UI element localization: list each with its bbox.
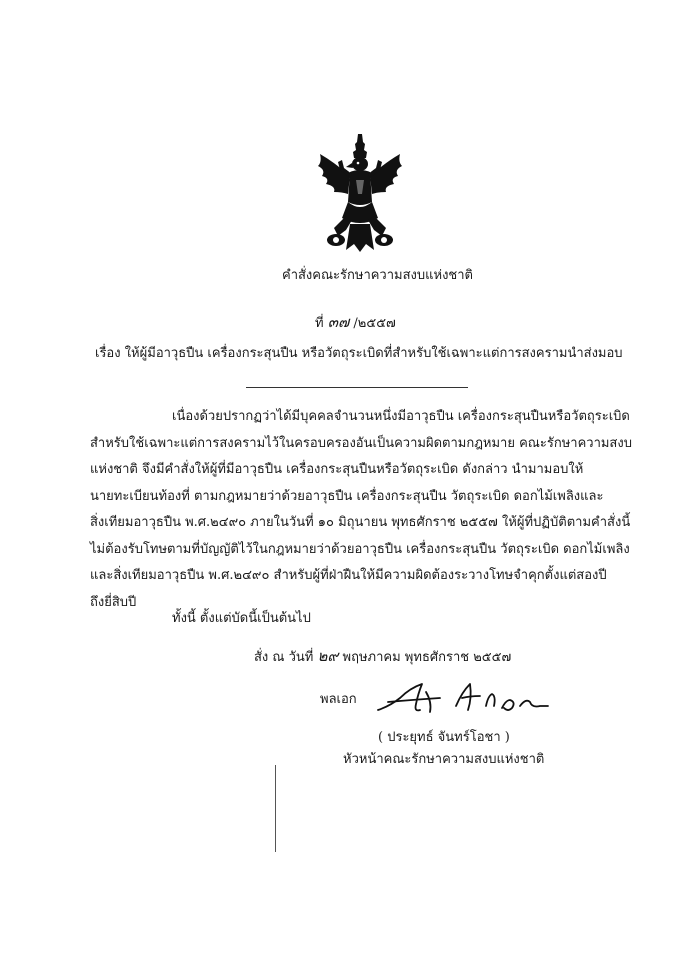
signer-position: หัวหน้าคณะรักษาความสงบแห่งชาติ [343, 752, 545, 767]
order-year: /๒๕๕๗ [353, 316, 396, 331]
handwritten-signature [370, 676, 560, 716]
signer-name: ( ประยุทธ์ จันทร์โอชา ) [378, 730, 510, 745]
ordered-month-year: พฤษภาคม พุทธศักราช ๒๕๕๗ [342, 650, 512, 665]
order-number-line [315, 314, 396, 332]
subject-line: เรื่อง ให้ผู้มีอาวุธปืน เครื่องกระสุนปืน หรือวัตถุระเบิดที่สำหรับใช้เฉพาะแต่การสงครามนำส่งมอบ [95, 346, 623, 361]
document-title: คำสั่งคณะรักษาความสงบแห่งชาติ [282, 268, 474, 283]
subject-divider [246, 387, 468, 388]
body-line: ถึงยี่สิบปี [90, 594, 137, 610]
garuda-emblem-icon [312, 132, 408, 254]
ordered-day: ๒๙ [317, 647, 339, 665]
scan-margin-line [275, 765, 276, 852]
body-line: สำหรับใช้เฉพาะแต่การสงครามไว้ในครอบครองอันเป็นความผิดตามกฎหมาย คณะรักษาความสงบ [90, 435, 632, 451]
order-number: ๓๗ [327, 313, 350, 331]
body-line: นายทะเบียนท้องที่ ตามกฎหมายว่าด้วยอาวุธปืน เครื่องกระสุนปืน วัตถุระเบิด ดอกไม้เพลิงและ [90, 488, 604, 504]
body-paragraph [90, 404, 632, 616]
ordered-date-line [254, 648, 511, 666]
body-line: เนื่องด้วยปรากฏว่าได้มีบุคคลจำนวนหนึ่งมีอาวุธปืน เครื่องกระสุนปืนหรือวัตถุระเบิด [172, 409, 630, 424]
ordered-prefix: สั่ง ณ วันที่ [254, 650, 314, 665]
body-line: ไม่ต้องรับโทษตามที่บัญญัติไว้ในกฎหมายว่าด้วยอาวุธปืน เครื่องกระสุนปืน วัตถุระเบิด ดอกไม้เพลิง [90, 541, 630, 557]
signer-rank: พลเอก [320, 692, 357, 707]
body-line: สิ่งเทียมอาวุธปืน พ.ศ.๒๔๙๐ ภายในวันที่ ๑๐ มิถุนายน พุทธศักราช ๒๕๕๗ ให้ผู้ที่ปฏิบัติตามคำสั่งนี้ [90, 515, 631, 530]
order-number-prefix: ที่ [315, 316, 324, 331]
effective-clause: ทั้งนี้ ตั้งแต่บัดนี้เป็นต้นไป [172, 611, 311, 626]
body-line: และสิ่งเทียมอาวุธปืน พ.ศ.๒๔๙๐ สำหรับผู้ที่ฝ่าฝืนให้มีความผิดต้องระวางโทษจำคุกตั้งแต่สองปี [90, 568, 607, 583]
body-line: แห่งชาติ จึงมีคำสั่งให้ผู้ที่มีอาวุธปืน เครื่องกระสุนปืนหรือวัตถุระเบิด ดังกล่าว นำมามอบให้ [90, 462, 584, 477]
